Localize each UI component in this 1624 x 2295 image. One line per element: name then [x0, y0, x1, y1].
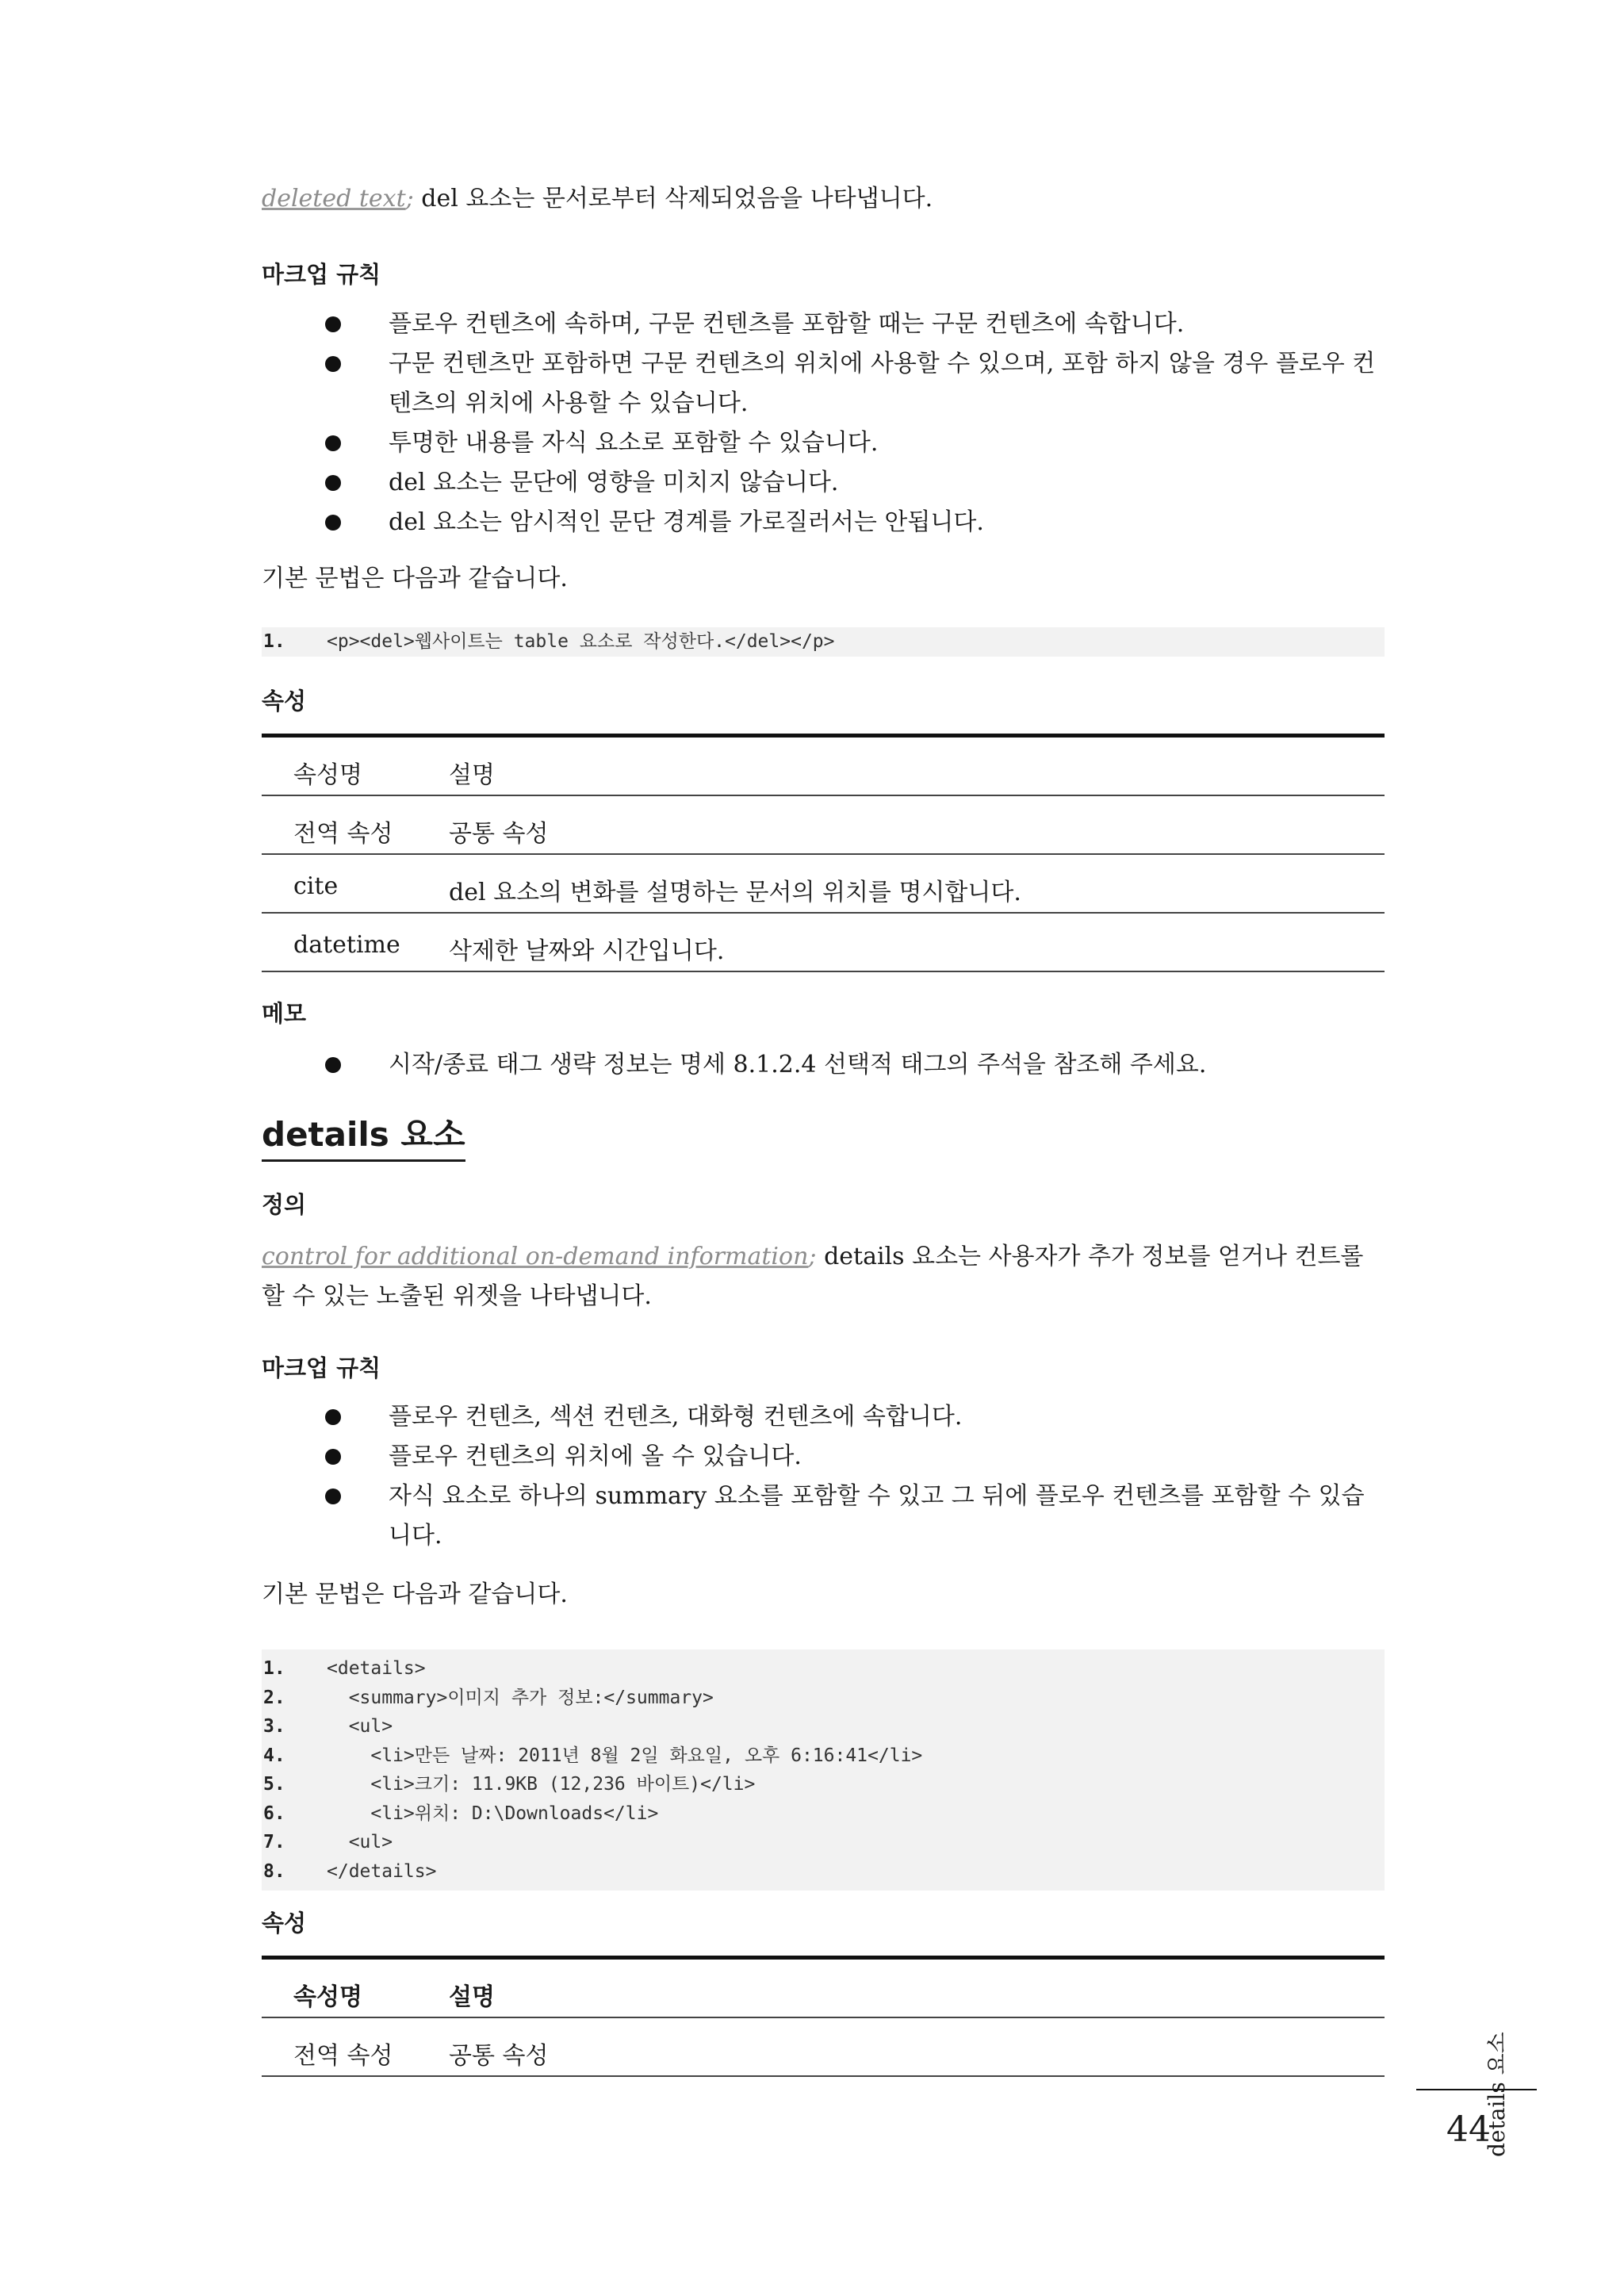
details-section-title: details 요소: [262, 1112, 465, 1162]
list-item: 자식 요소로 하나의 summary 요소를 포함할 수 있고 그 뒤에 플로우 컨텐츠를 포함할 수 있습니다.: [325, 1477, 1380, 1556]
list-item: 시작/종료 태그 생략 정보는 명세 8.1.2.4 선택적 태그의 주석을 참조해 주세요.: [325, 1045, 1380, 1085]
del-definition-text: del 요소는 문서로부터 삭제되었음을 나타냅니다.: [413, 185, 933, 213]
table-row: cite del 요소의 변화를 설명하는 문서의 위치를 명시합니다.: [262, 855, 1385, 914]
details-markup-heading: 마크업 규칙: [262, 1354, 381, 1381]
del-markup-heading: 마크업 규칙: [262, 261, 381, 288]
list-item: 구문 컨텐츠만 포함하면 구문 컨텐츠의 위치에 사용할 수 있으며, 포함 하지 않을 경우 플로우 컨텐츠의 위치에 사용할 수 있습니다.: [325, 344, 1380, 423]
details-code-block: [262, 1649, 1385, 1891]
details-attr-heading: 속성: [262, 1910, 307, 1937]
list-item: 플로우 컨텐츠, 섹션 컨텐츠, 대화형 컨텐츠에 속합니다.: [325, 1397, 1380, 1437]
bullet-icon: [325, 1409, 341, 1425]
list-item: del 요소는 암시적인 문단 경계를 가로질러서는 안됩니다.: [325, 503, 1380, 542]
table-header-row: 속성명 설명: [262, 738, 1385, 796]
table-header-row: 속성명 설명: [262, 1960, 1385, 2018]
details-definition-sep: ;: [808, 1243, 817, 1270]
del-memo-list: [325, 1045, 1380, 1085]
code-line: 1. <details>: [263, 1658, 426, 1679]
code-line: 6. <li>위치: D:\Downloads</li>: [263, 1803, 659, 1824]
details-definition: [262, 1237, 1380, 1316]
table-row: 전역 속성 공통 속성: [262, 2018, 1385, 2077]
del-syntax-intro: 기본 문법은 다음과 같습니다.: [262, 565, 568, 592]
list-item: 플로우 컨텐츠에 속하며, 구문 컨텐츠를 포함할 때는 구문 컨텐츠에 속합니다.: [325, 305, 1380, 344]
table-row: datetime 삭제한 날짜와 시간입니다.: [262, 914, 1385, 972]
bullet-icon: [325, 475, 341, 491]
bullet-icon: [325, 435, 341, 451]
details-attr-table: [262, 1956, 1385, 2077]
list-item: del 요소는 문단에 영향을 미치지 않습니다.: [325, 463, 1380, 503]
del-markup-rules: [325, 305, 1380, 542]
details-markup-rules: [325, 1397, 1380, 1556]
del-memo-heading: 메모: [262, 1000, 307, 1027]
bullet-icon: [325, 1449, 341, 1465]
code-line: 4. <li>만든 날짜: 2011년 8월 2일 화요일, 오후 6:16:41</li>: [263, 1745, 923, 1766]
side-tab-label: details 요소: [1484, 2032, 1510, 2157]
bullet-icon: [325, 316, 341, 332]
del-definition-term: deleted text: [262, 185, 406, 213]
del-attr-heading: 속성: [262, 688, 307, 715]
code-line: 5. <li>크기: 11.9KB (12,236 바이트)</li>: [263, 1774, 756, 1795]
bullet-icon: [325, 1488, 341, 1504]
list-item: 투명한 내용를 자식 요소로 포함할 수 있습니다.: [325, 423, 1380, 463]
bullet-icon: [325, 515, 341, 531]
list-item: 플로우 컨텐츠의 위치에 올 수 있습니다.: [325, 1437, 1380, 1477]
code-line: 1. <p><del>웹사이트는 table 요소로 작성한다.</del></p>: [263, 631, 835, 652]
side-tab-divider: [1416, 2089, 1537, 2090]
del-code-block: [262, 627, 1385, 657]
bullet-icon: [325, 1057, 341, 1073]
bullet-icon: [325, 356, 341, 372]
table-row: 전역 속성 공통 속성: [262, 796, 1385, 855]
code-line: 8. </details>: [263, 1860, 437, 1882]
del-attr-table: [262, 734, 1385, 972]
code-line: 2. <summary>이미지 추가 정보:</summary>: [263, 1687, 714, 1708]
code-line: 7. <ul>: [263, 1832, 393, 1852]
page-number: 44: [1446, 2109, 1491, 2150]
code-line: 3. <ul>: [263, 1716, 393, 1737]
details-definition-text: details 요소는 사용자가 추가 정보를 얻거나 컨트롤 할 수 있는 노출된 위젯을 나타냅니다.: [262, 1243, 1364, 1310]
del-definition: [262, 179, 1380, 219]
details-syntax-intro: 기본 문법은 다음과 같습니다.: [262, 1580, 568, 1608]
details-definition-heading: 정의: [262, 1191, 307, 1218]
details-definition-term: control for additional on-demand information: [262, 1243, 809, 1270]
del-definition-sep: ;: [405, 185, 414, 213]
